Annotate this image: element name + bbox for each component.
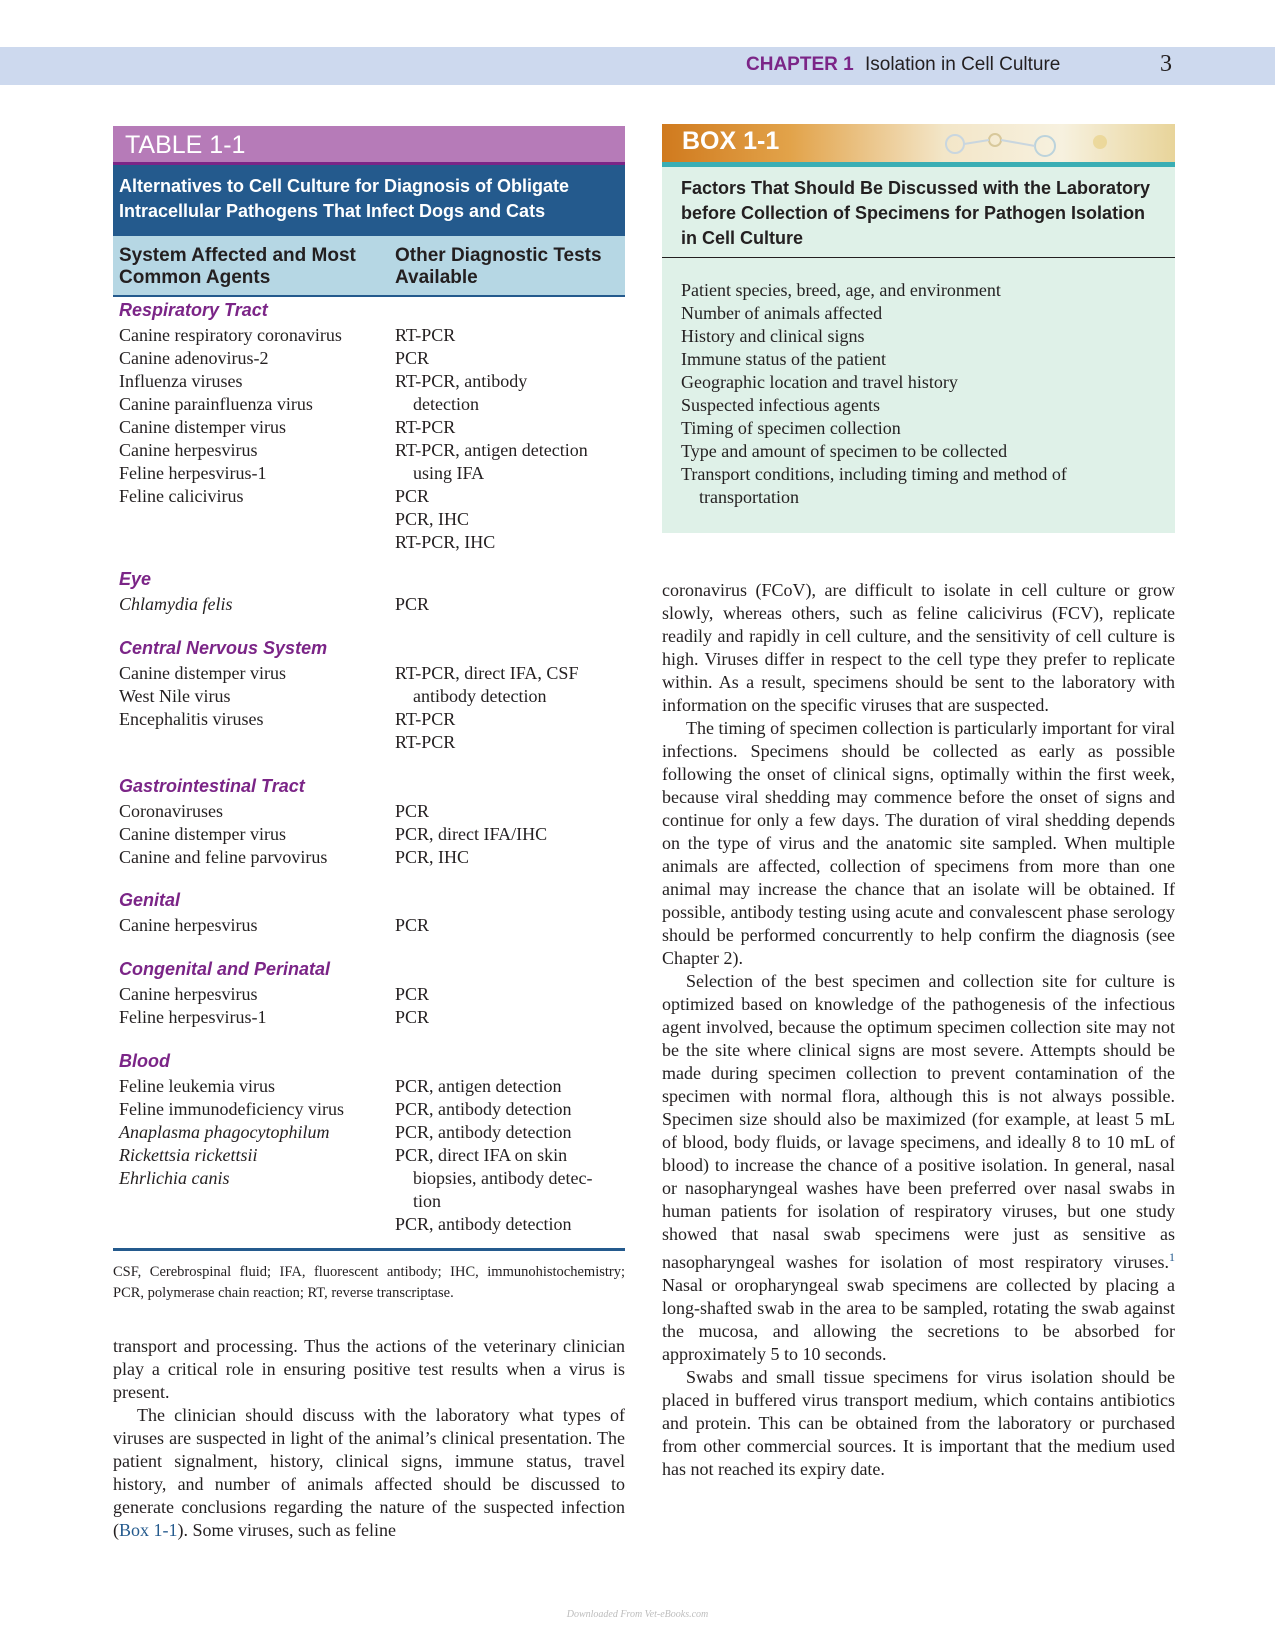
reference-superscript[interactable]: 1 xyxy=(1169,1250,1175,1264)
test-cell: detection xyxy=(413,394,479,414)
footer-watermark: Downloaded From Vet-eBooks.com xyxy=(566,1609,709,1620)
page-number: 3 xyxy=(1160,51,1172,77)
list-item: History and clinical signs xyxy=(681,326,865,346)
agent-cell: Canine and feline parvovirus xyxy=(119,847,328,867)
box-factor-list xyxy=(681,279,1161,509)
running-header-bar xyxy=(0,47,1275,85)
list-item: Suspected infectious agents xyxy=(681,395,880,415)
test-cell: antibody detection xyxy=(413,686,547,706)
agent-cell: Coronaviruses xyxy=(119,801,223,821)
agent-cell: Feline herpesvirus-1 xyxy=(119,1007,267,1027)
agent-cell: Canine herpesvirus xyxy=(119,984,258,1004)
paragraph: Swabs and small tissue specimens for virus isolation should be placed in buffered virus transport medium, which contains antibiotics and protein. This can be obtained from the laboratory or purchased from other commercial sources. It is important that the medium used has not reached its expiry date. xyxy=(662,1367,1175,1479)
table-bottom-rule xyxy=(113,1248,625,1251)
category-gi: Gastrointestinal Tract xyxy=(119,776,305,796)
column-header-line: Other Diagnostic Tests xyxy=(395,245,602,266)
list-item: Number of animals affected xyxy=(681,303,883,323)
category-genital: Genital xyxy=(119,890,181,910)
agent-cell: Canine distemper virus xyxy=(119,663,286,683)
decorative-molecule-icon xyxy=(925,130,1145,158)
test-cell: PCR xyxy=(395,348,430,368)
test-cell: RT-PCR xyxy=(395,417,456,437)
paragraph: The timing of specimen collection is particularly important for viral infections. Specimens should be collected as early as possible following the onset of clinical signs, optimally within the first week, because viral shedding may commence before the onset of signs and continue for only a few days. The duration of viral shedding depends on the type of virus and the anatomic site sampled. When multiple animals are affected, collection of specimens from more than one animal may increase the chance that an isolate will be obtained. If possible, antibody testing using acute and convalescent phase serology should be performed concurrently to help confirm the diagnosis (see Chapter 2). xyxy=(662,718,1175,968)
agent-cell: Canine parainfluenza virus xyxy=(119,394,313,414)
table-title-line: Alternatives to Cell Culture for Diagnosis of Obligate xyxy=(119,176,570,196)
table-footnote: CSF, Cerebrospinal fluid; IFA, fluorescent antibody; IHC, immunohistochemistry; PCR, polymerase chain reaction; RT, reverse transcriptase. xyxy=(113,1264,625,1301)
category-cns: Central Nervous System xyxy=(119,638,328,658)
category-blood: Blood xyxy=(119,1051,170,1071)
agent-cell: Influenza viruses xyxy=(119,371,243,391)
test-cell: PCR xyxy=(395,915,430,935)
test-cell: PCR xyxy=(395,801,430,821)
test-cell: PCR, antibody detection xyxy=(395,1214,572,1234)
box-label: BOX 1-1 xyxy=(682,127,780,155)
paragraph xyxy=(662,970,1175,1366)
list-item: Immune status of the patient xyxy=(681,349,886,369)
chapter-label: CHAPTER 1 xyxy=(746,54,854,75)
box-header-rule xyxy=(662,162,1175,167)
test-cell: PCR xyxy=(395,486,430,506)
paragraph: coronavirus (FCoV), are difficult to isolate in cell culture or grow slowly, whereas others, such as feline calicivirus (FCV), replicate readily and rapidly in cell culture, and the sensitivity of cell culture is high. Viruses differ in respect to the cell type they prefer to replicate within. As a result, specimens should be sent to the laboratory with information on the specific viruses that are suspected. xyxy=(662,580,1175,715)
box-title-rule xyxy=(662,257,1175,258)
table-title xyxy=(113,162,625,236)
paragraph xyxy=(113,1404,625,1542)
agent-cell: Rickettsia rickettsii xyxy=(119,1145,258,1165)
column-header-tests xyxy=(395,245,620,289)
test-cell: using IFA xyxy=(413,463,485,483)
list-item: Patient species, breed, age, and environment xyxy=(681,280,1001,300)
test-cell: PCR, antibody detection xyxy=(395,1122,572,1142)
paragraph: transport and processing. Thus the actions of the veterinary clinician play a critical role in ensuring positive test results when a virus is present. xyxy=(113,1336,625,1402)
test-cell: PCR xyxy=(395,594,430,614)
test-cell: RT-PCR, antigen detection xyxy=(395,440,588,460)
test-cell: RT-PCR xyxy=(395,732,456,752)
test-cell: PCR, IHC xyxy=(395,847,470,867)
agent-cell: Canine distemper virus xyxy=(119,417,286,437)
table-1-1 xyxy=(113,126,625,1260)
agent-cell: Feline calicivirus xyxy=(119,486,244,506)
paragraph-text: The clinician should discuss with the laboratory what types of viruses are suspected in light of the animal’s clinical presentation. The patient signalment, history, clinical signs, immune status, travel history, and number of animals affected should be discussed to generate conclusions regarding the nature of the suspected infection ( xyxy=(113,1405,625,1540)
test-cell: RT-PCR xyxy=(395,709,456,729)
test-cell: PCR xyxy=(395,1007,430,1027)
test-cell: PCR, antibody detection xyxy=(395,1099,572,1119)
table-label: TABLE 1-1 xyxy=(113,126,625,162)
list-item: Geographic location and travel history xyxy=(681,372,958,392)
column-header-line: System Affected and Most xyxy=(119,245,356,266)
column-header-line: Common Agents xyxy=(119,267,271,288)
test-cell: PCR xyxy=(395,984,430,1004)
list-item: Type and amount of specimen to be collected xyxy=(681,441,1008,461)
column-header-line: Available xyxy=(395,267,478,288)
running-header xyxy=(746,54,1060,76)
agent-cell: Canine herpesvirus xyxy=(119,915,258,935)
test-cell: PCR, IHC xyxy=(395,509,470,529)
test-cell: tion xyxy=(413,1191,442,1211)
list-item: Timing of specimen collection xyxy=(681,418,901,438)
box-reference-link[interactable]: Box 1-1 xyxy=(119,1520,178,1540)
body-column-left xyxy=(113,1335,625,1542)
paragraph-text: ). Some viruses, such as feline xyxy=(177,1520,396,1540)
paragraph-text: Nasal or oropharyngeal swab specimens are collected by placing a long-shafted swab in the area to be sampled, rotating the swab against the mucosa, and allowing the secretions to be absorbed for approximately 5 to 10 seconds. xyxy=(662,1275,1175,1364)
test-cell: PCR, direct IFA on skin xyxy=(395,1145,568,1165)
agent-cell: Chlamydia felis xyxy=(119,594,233,614)
test-cell: RT-PCR xyxy=(395,325,456,345)
agent-cell: Ehrlichia canis xyxy=(119,1168,230,1188)
category-congenital: Congenital and Perinatal xyxy=(119,959,331,979)
agent-cell: Canine herpesvirus xyxy=(119,440,258,460)
test-cell: RT-PCR, antibody xyxy=(395,371,528,391)
box-1-1 xyxy=(662,124,1175,533)
column-header-system xyxy=(119,245,379,289)
agent-cell: Canine respiratory coronavirus xyxy=(119,325,342,345)
box-title: Factors That Should Be Discussed with the Laboratory before Collection of Specimens for Pathogen Isolation in Cell Culture xyxy=(681,178,1151,248)
chapter-title: Isolation in Cell Culture xyxy=(864,54,1061,75)
table-column-headers xyxy=(113,236,625,297)
agent-cell: Feline immunodeficiency virus xyxy=(119,1099,344,1119)
test-cell: RT-PCR, IHC xyxy=(395,532,496,552)
agent-cell: Anaplasma phagocytophilum xyxy=(119,1122,330,1142)
test-cell: PCR, antigen detection xyxy=(395,1076,562,1096)
agent-cell: Canine distemper virus xyxy=(119,824,286,844)
list-item: Transport conditions, including timing and method of transportation xyxy=(681,464,1067,507)
agent-cell: West Nile virus xyxy=(119,686,231,706)
agent-cell: Feline leukemia virus xyxy=(119,1076,275,1096)
agent-cell: Feline herpesvirus-1 xyxy=(119,463,267,483)
body-column-right xyxy=(662,579,1175,1481)
category-respiratory: Respiratory Tract xyxy=(119,300,268,320)
category-eye: Eye xyxy=(119,569,152,589)
test-cell: PCR, direct IFA/IHC xyxy=(395,824,548,844)
test-cell: biopsies, antibody detec- xyxy=(413,1168,593,1188)
agent-cell: Encephalitis viruses xyxy=(119,709,264,729)
test-cell: RT-PCR, direct IFA, CSF xyxy=(395,663,579,683)
table-body xyxy=(113,297,625,1260)
paragraph-text: Selection of the best specimen and collection site for culture is optimized based on knowledge of the pathogenesis of the infectious agent involved, because the optimum specimen collection site may not be the site where clinical signs are most severe. Attempts should be made during specimen collection to prevent contamination of the specimen with normal flora, although this is not always possible. Specimen size should also be maximized (for example, at least 5 mL of blood, body fluids, or lavage specimens, and ideally 8 to 10 mL of blood) to increase the chance of a positive isolation. In general, nasal or nasopharyngeal washes have been preferred over nasal swabs in human patients for isolation of respiratory viruses, but one study showed that nasal swab specimens were just as sensitive as nasopharyngeal washes for isolation of most respiratory viruses. xyxy=(662,971,1175,1272)
agent-cell: Canine adenovirus-2 xyxy=(119,348,269,368)
table-title-line: Intracellular Pathogens That Infect Dogs and Cats xyxy=(119,201,546,221)
